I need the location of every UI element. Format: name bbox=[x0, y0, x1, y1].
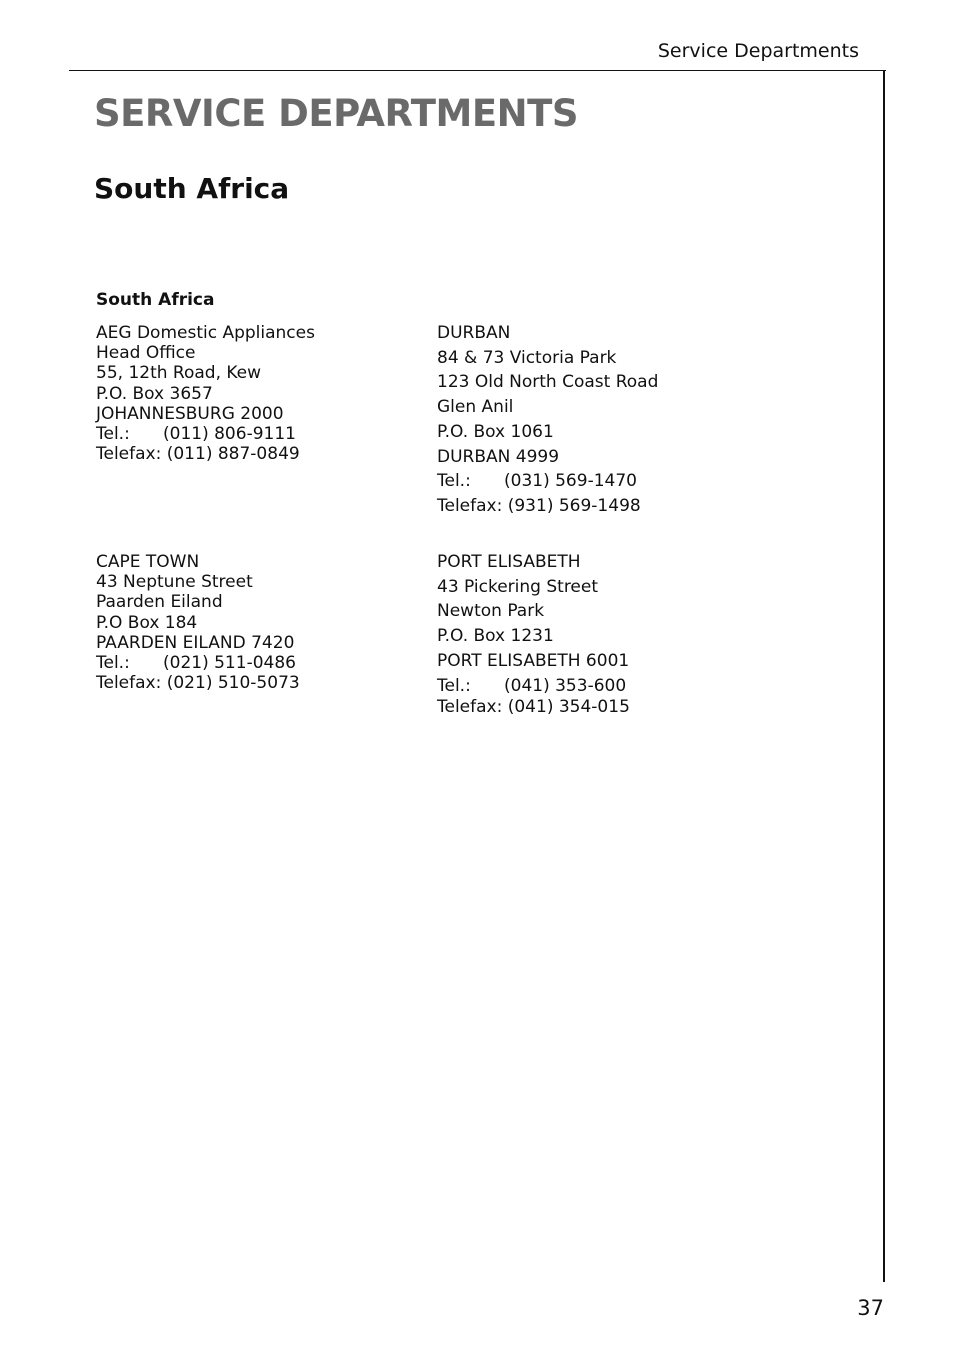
address-line: P.O. Box 1231 bbox=[437, 626, 554, 647]
address-line: 43 Neptune Street bbox=[96, 572, 253, 593]
address-line: PORT ELISABETH 6001 bbox=[437, 650, 630, 671]
telephone-row bbox=[96, 424, 315, 444]
telephone-row bbox=[96, 653, 300, 673]
address-block-head-office bbox=[96, 323, 315, 464]
address-line: PORT ELISABETH bbox=[437, 552, 581, 572]
telefax-row bbox=[96, 444, 315, 464]
address-block-durban bbox=[437, 321, 658, 519]
telephone-number: (031) 569-1470 bbox=[504, 471, 637, 492]
address-line: Head Office bbox=[96, 343, 196, 364]
telefax-label: Telefax: bbox=[437, 495, 503, 516]
telefax-label: Telefax: bbox=[96, 673, 162, 694]
address-line: Newton Park bbox=[437, 601, 545, 622]
telefax-row bbox=[437, 698, 630, 716]
address-line: DURBAN 4999 bbox=[437, 446, 560, 467]
telephone-label: Tel.: bbox=[437, 675, 471, 696]
page-number: 37 bbox=[857, 1296, 884, 1320]
country-heading: South Africa bbox=[96, 290, 215, 310]
telephone-number: (011) 806-9111 bbox=[163, 424, 296, 445]
telephone-number: (021) 511-0486 bbox=[163, 653, 296, 674]
address-line: 43 Pickering Street bbox=[437, 576, 599, 597]
address-line: Glen Anil bbox=[437, 397, 514, 418]
page-title: SERVICE DEPARTMENTS bbox=[94, 92, 578, 135]
address-line: AEG Domestic Appliances bbox=[96, 323, 315, 343]
address-line: 123 Old North Coast Road bbox=[437, 372, 659, 393]
telefax-number: (041) 354-015 bbox=[507, 697, 630, 718]
telefax-row bbox=[96, 673, 300, 693]
address-line: DURBAN bbox=[437, 323, 511, 343]
telephone-row bbox=[437, 674, 630, 699]
header-rule bbox=[69, 70, 886, 71]
address-line: P.O Box 184 bbox=[96, 612, 198, 633]
address-block-port-elisabeth bbox=[437, 550, 630, 716]
telephone-label: Tel.: bbox=[96, 653, 130, 674]
section-title: South Africa bbox=[94, 172, 290, 205]
telephone-label: Tel.: bbox=[437, 471, 471, 492]
telefax-row bbox=[437, 494, 658, 519]
running-header: Service Departments bbox=[657, 40, 859, 62]
telefax-number: (021) 510-5073 bbox=[166, 673, 300, 694]
telefax-label: Telefax: bbox=[437, 697, 503, 718]
address-line: JOHANNESBURG 2000 bbox=[96, 403, 284, 424]
address-line: 55, 12th Road, Kew bbox=[96, 363, 262, 384]
telefax-number: (011) 887-0849 bbox=[166, 444, 300, 465]
telefax-label: Telefax: bbox=[96, 444, 162, 465]
address-line: CAPE TOWN bbox=[96, 552, 200, 572]
address-line: P.O. Box 3657 bbox=[96, 383, 213, 404]
address-line: Paarden Eiland bbox=[96, 592, 223, 613]
address-line: P.O. Box 1061 bbox=[437, 421, 554, 442]
address-line: 84 & 73 Victoria Park bbox=[437, 347, 617, 368]
telephone-row bbox=[437, 469, 658, 494]
telephone-label: Tel.: bbox=[96, 424, 130, 445]
telefax-number: (931) 569-1498 bbox=[507, 495, 641, 516]
telephone-number: (041) 353-600 bbox=[504, 675, 627, 696]
address-block-cape-town bbox=[96, 552, 300, 693]
address-line: PAARDEN EILAND 7420 bbox=[96, 632, 295, 653]
margin-rule bbox=[883, 70, 885, 1282]
